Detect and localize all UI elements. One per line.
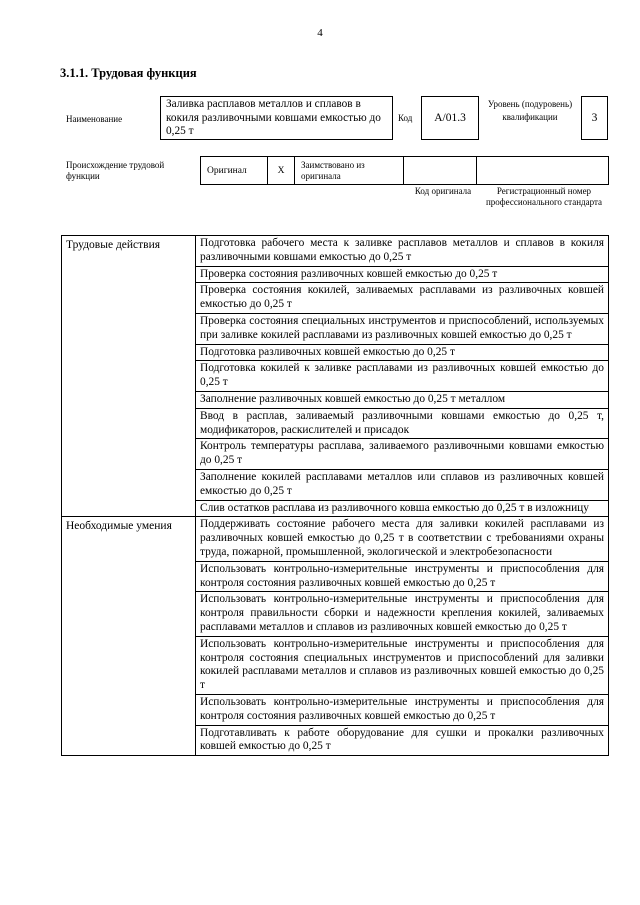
level-value: 3 (581, 96, 608, 140)
borrowed-label: Заимствовано из оригинала (295, 157, 404, 185)
section-category: Необходимые умения (62, 517, 196, 756)
section-item: Использовать контрольно-измерительные инструменты и приспособления для контроля состояния специальных инструментов и приспособлений для заливки кокилей расплавами металлов и сплавов из разливочных ковшей емкостью до 0,25 т (196, 636, 609, 694)
section-item: Использовать контрольно-измерительные инструменты и приспособления для контроля правильности сборки и надежности крепления кокилей, заливаемых расплавами металлов и сплавов из разливочных ковшей емкостью до 0,25 т (196, 592, 609, 636)
code-original-cell (404, 157, 477, 185)
section-item: Поддерживать состояние рабочего места для заливки кокилей расплавами из разливочных ковшей емкостью до 0,25 т в соответствии с требованиями охраны труда, пожарной, промышленной, экологической и электробезопасности (196, 517, 609, 561)
table-row (62, 517, 609, 561)
section-item: Использовать контрольно-измерительные инструменты и приспособления для контроля состояния разливочных ковшей емкостью до 0,25 т (196, 694, 609, 725)
reg-number-cell (477, 157, 609, 185)
code-label: Код (398, 113, 413, 123)
section-item: Подготовка кокилей к заливке расплавами из разливочных ковшей емкостью до 0,25 т (196, 361, 609, 392)
section-item: Проверка состояния разливочных ковшей емкостью до 0,25 т (196, 266, 609, 283)
section-item: Контроль температуры расплава, заливаемого разливочными ковшами емкостью до 0,25 т (196, 439, 609, 470)
section-item: Ввод в расплав, заливаемый разливочными ковшами емкостью до 0,25 т, модификаторов, раскислителей и присадок (196, 408, 609, 439)
section-title: 3.1.1. Трудовая функция (60, 66, 197, 80)
original-mark: X (268, 157, 295, 185)
functions-table (61, 235, 609, 756)
table-row (62, 236, 609, 267)
section-item: Проверка состояния кокилей, заливаемых расплавами из разливочных ковшей емкостью до 0,25 т (196, 283, 609, 314)
section-category: Трудовые действия (62, 236, 196, 517)
section-item: Проверка состояния специальных инструментов и приспособлений, используемых при заливке кокилей расплавами из разливочных ковшей емкостью до 0,25 т (196, 313, 609, 344)
name-label: Наименование (66, 114, 123, 124)
level-label: Уровень (подуровень) квалификации (487, 99, 573, 122)
origin-table (200, 156, 609, 185)
section-item: Слив остатков расплава из разливочного ковша емкостью до 0,25 т в изложницу (196, 500, 609, 517)
page-number: 4 (317, 27, 323, 39)
section-item: Заполнение разливочных ковшей емкостью до 0,25 т металлом (196, 391, 609, 408)
section-item: Использовать контрольно-измерительные инструменты и приспособления для контроля состояния разливочных ковшей емкостью до 0,25 т (196, 561, 609, 592)
origin-label: Происхождение трудовой функции (66, 160, 165, 181)
code-value: A/01.3 (421, 96, 479, 140)
section-item: Подготовка разливочных ковшей емкостью до 0,25 т (196, 344, 609, 361)
reg-number-note: Регистрационный номер профессионального стандарта (485, 186, 603, 207)
section-item: Заполнение кокилей расплавами металлов или сплавов из разливочных ковшей емкостью до 0,25 т (196, 469, 609, 500)
section-item: Подготовка рабочего места к заливке расплавов металлов и сплавов в кокиля разливочными ковшами емкостью до 0,25 т (196, 236, 609, 267)
original-label: Оригинал (201, 157, 268, 185)
code-original-note: Код оригинала (414, 186, 472, 196)
section-item: Подготавливать к работе оборудование для сушки и прокалки разливочных ковшей емкостью до 0,25 т (196, 725, 609, 756)
name-value: Заливка расплавов металлов и сплавов в кокиля разливочными ковшами емкостью до 0,25 т (160, 96, 393, 140)
